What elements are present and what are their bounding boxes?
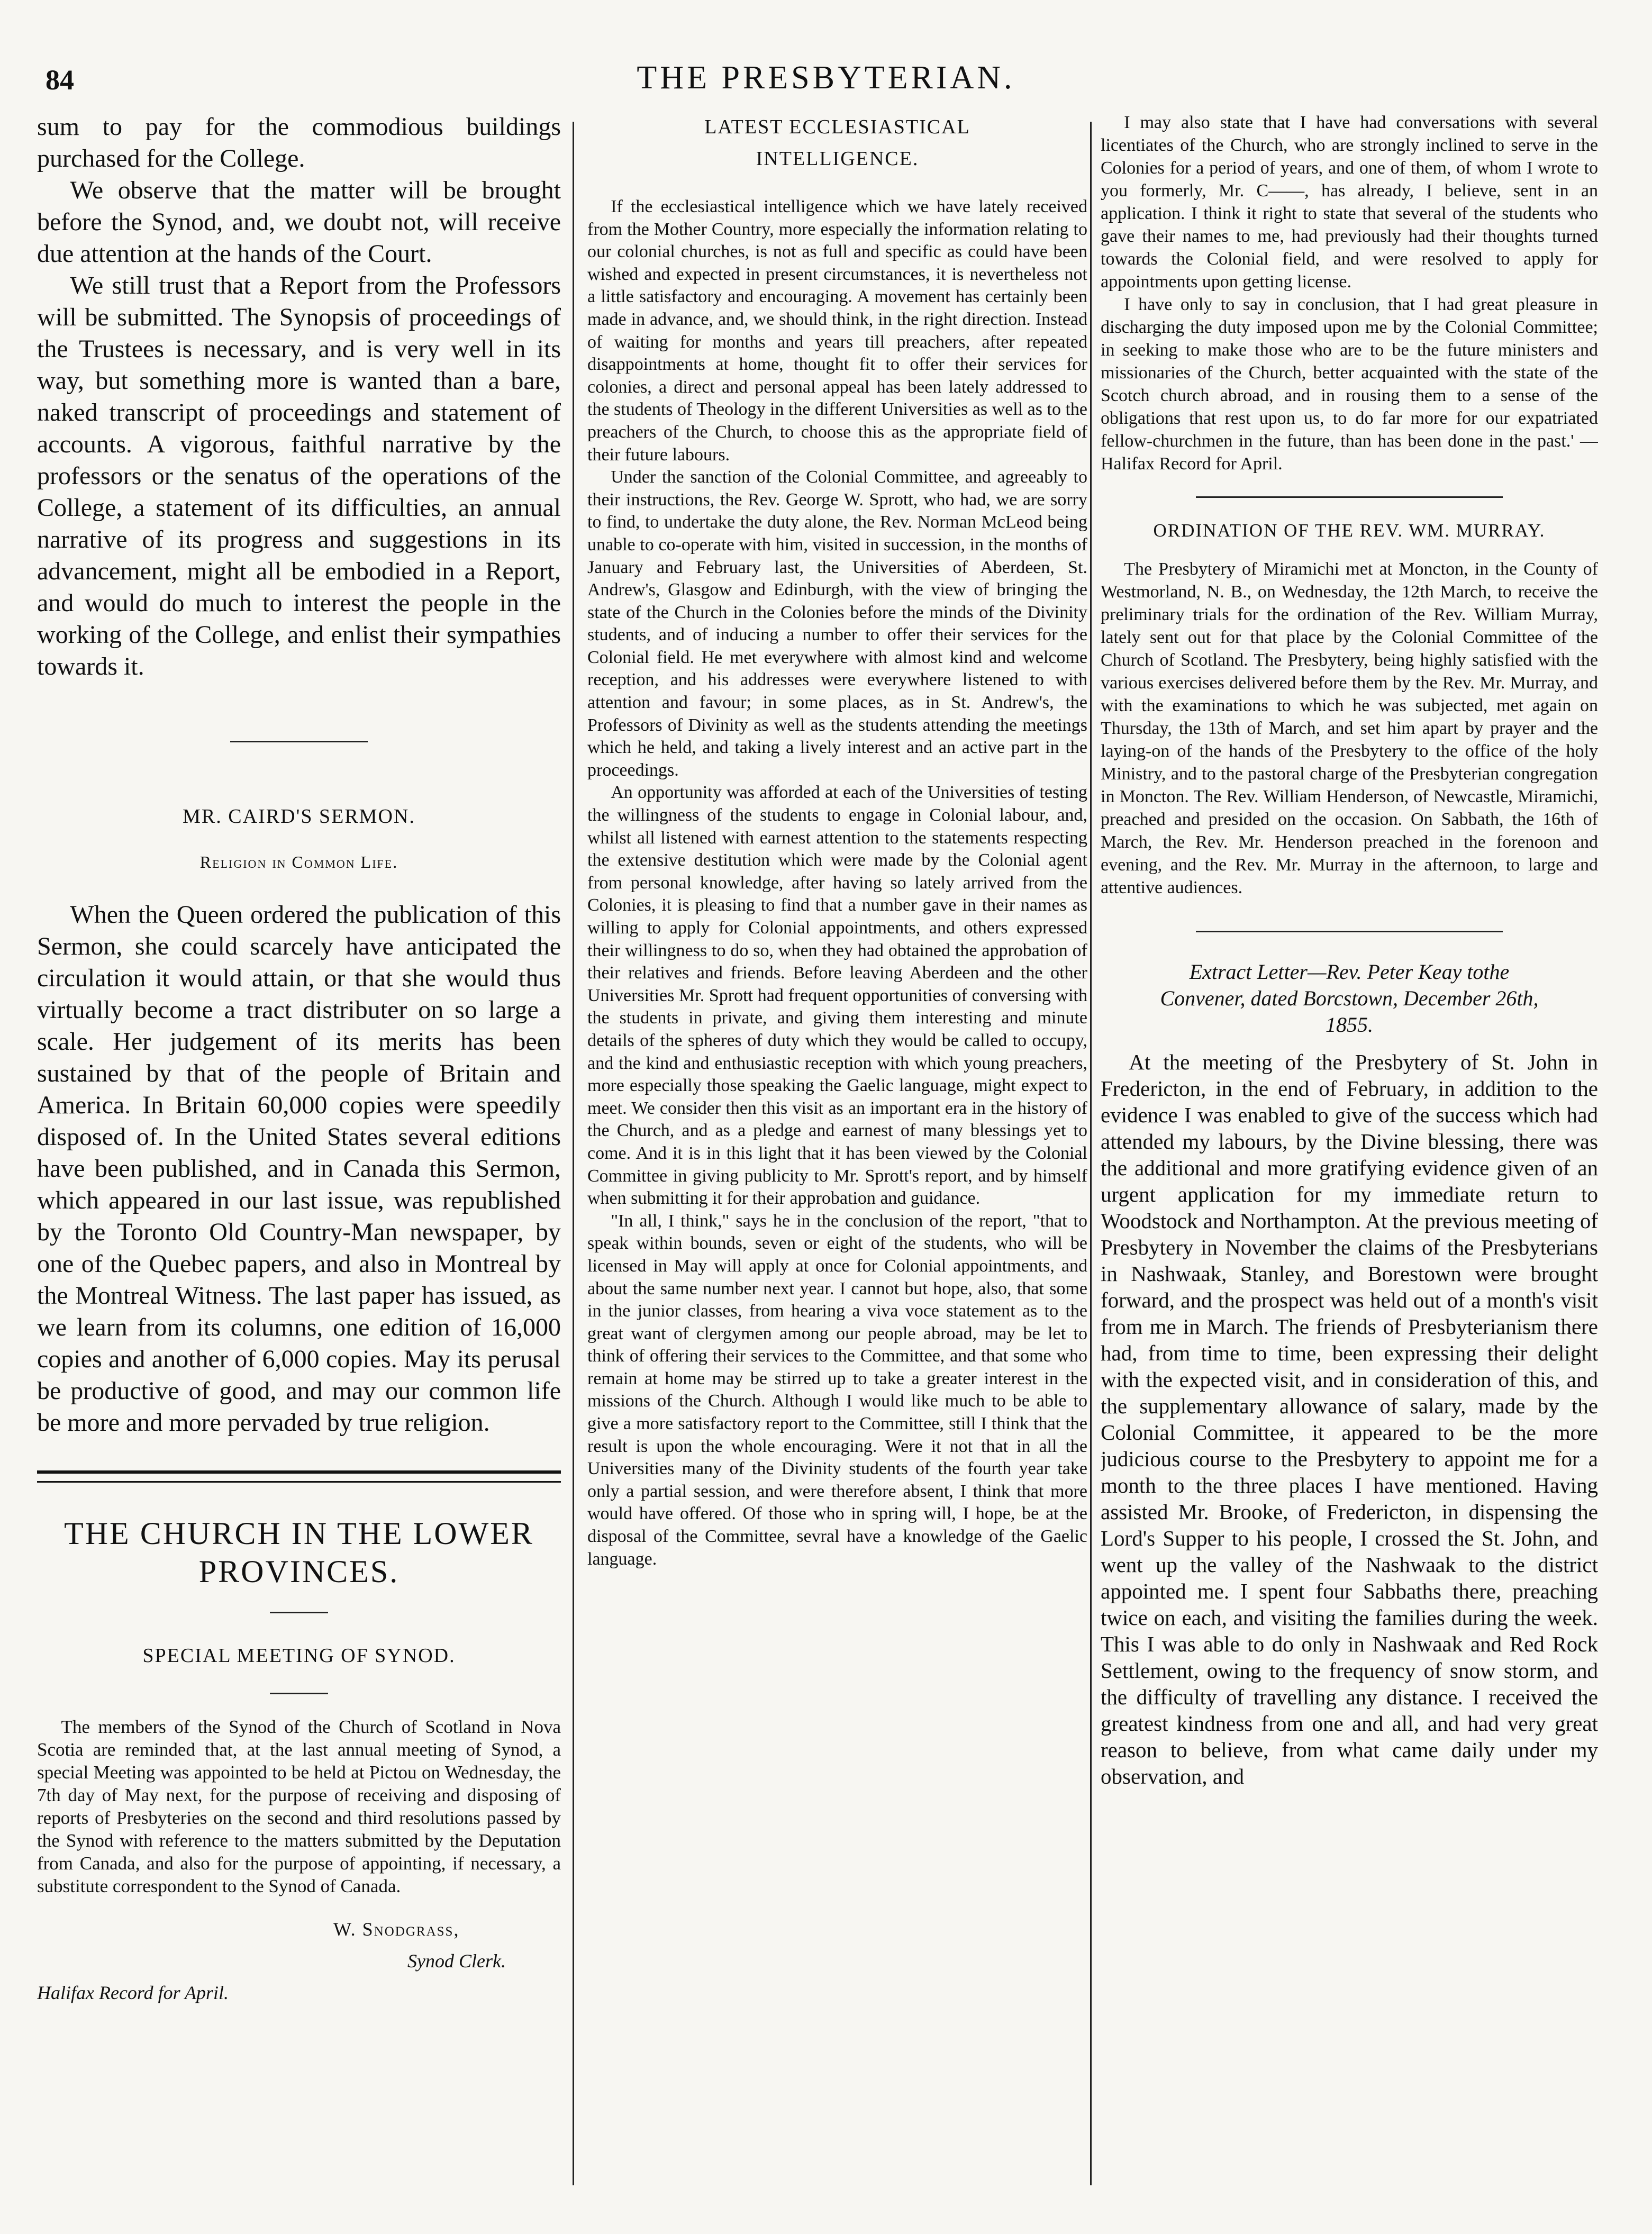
special-meeting-text: The members of the Synod of the Church of Scotland in Nova Scotia are reminded that, at the last annual meeting of Synod, a special Meeting was appointed to be held at Pictou on Wednesday, the 7th day of May next, for the purpose of receiving and disposing of reports of Presbyteries on the second and third resolutions passed by the Synod with reference to the matters submitted by the Deputation from Canada, and also for the purpose of appointing, if necessary, a substitute correspondent to the Synod of Canada. [37, 1717, 561, 1896]
ordination-text: The Presbytery of Miramichi met at Moncton, in the County of Westmorland, N. B., on Wednesday, the 12th March, to receive the preliminary trials for the ordination of the Rev. William Murray, lately sent out for that place by the Colonial Committee of the Church of Scotland. The Presbytery, being highly satisfied with the various exercises delivered before them by the Rev. Mr. Murray, and with the examinations to which he was subjected, met again on Thursday, the 13th of March, and set him apart by prayer and the laying-on of the hands of the Presbytery to the office of the holy Ministry, and to the pastoral charge of the Presbyterian congregation in Moncton. The Rev. William Henderson, of Newcastle, Miramichi, preached and presided on the occasion. On Sabbath, the 16th of March, the Rev. Mr. Henderson preached in the forenoon and evening, and the Rev. Mr. Murray in the afternoon, to large and attentive audiences. [1101, 559, 1598, 897]
church-lower-provinces-title-1: THE CHURCH IN THE LOWER [64, 1516, 534, 1551]
ecclesiastical-paragraph-3: An opportunity was afforded at each of the Universities of testing the willingness of the students to engage in Colonial labour, and, whilst all listened with earnest attention to the statements respecting the extensive destitution which were made by the Colonial agent from personal knowledge, after having so lately arrived from the Colonies, it is pleasing to find that a number gave in their names as willing to apply for Colonial appointments, and others expressed their willingness to do so, when they had obtained the approbation of their relatives and friends. Before leaving Aberdeen and the other Universities Mr. Sprott had frequent opportunities of conversing with the students in private, and giving them interesting and minute details of the spheres of duty which they would be called to occupy, and the kind and enthusiastic reception with which young preachers, more especially those speaking the Gaelic language, might expect to meet. We consider then this visit as an important era in the history of the Church, and as a pledge and earnest of many blessings yet to come. And it is in this light that it has been viewed by the Colonial Committee in giving publicity to Mr. Sprott's report, and by himself when submitting it for their approbation and guidance. [587, 783, 1087, 1209]
extract-text: At the meeting of the Presbytery of St. John in Fredericton, in the end of February, in addition to the evidence I was enabled to give of the success which had attended my labours, by the Divine blessing, there was the additional and more gratifying evidence given of an urgent application for my immediate return to Woodstock and Northampton. At the previous meeting of Presbytery in November the claims of the Presbyterians in Nashwaak, Stanley, and Borestown were brought forward, and the prospect was held out of a month's visit from me in March. The friends of Presbyterianism there had, from time to time, been expressing their delight with the expected visit, and in consideration of this, and the supplementary allowance of salary, made by the Colonial Committee, it appeared to be the more judicious course to the Presbytery to appoint me for a month to the three places I have mentioned. Having assisted Mr. Brooke, of Fredericton, in dispensing the Lord's Supper to his people, I crossed the St. John, and went up the valley of the Nashwaak to the district appointed me. I spent four Sabbaths there, preaching twice on each, and visiting the families during the week. This I was able to do only in Nashwaak and Red Rock Settlement, owing to the frequency of snow storm, and the difficulty of travelling any distance. I received the greatest kindness from one and all, and had very great reason to believe, from what came daily under my observation, and [1101, 1050, 1598, 1788]
caird-sermon-subtitle: Religion in Common Life. [199, 852, 398, 871]
running-head: THE PRESBYTERIAN. [637, 60, 1015, 96]
caird-sermon-title: MR. CAIRD'S SERMON. [183, 805, 415, 828]
column-middle [587, 111, 1087, 2206]
page-number: 84 [46, 64, 74, 96]
ecclesiastical-title-1: LATEST ECCLESIASTICAL [704, 116, 970, 138]
column-left [37, 111, 561, 2228]
church-lower-provinces-title-2: PROVINCES. [198, 1554, 400, 1589]
letter-paragraph-1: I may also state that I have had conversations with several licentiates of the Church, who are strongly inclined to serve in the Colonies for a period of years, and one of them, of whom I wrote to you formerly, Mr. C——, has already, I believe, sent in an application. I think it right to state that several of the students who gave their names to me, had previously had their thoughts turned towards the Colonial field, and were resolved to apply for appointments upon getting license. [1101, 113, 1598, 292]
ecclesiastical-paragraph-2: Under the sanction of the Colonial Committee, and agreeably to their instructions, the Rev. George W. Sprott, who had, we are sorry to find, to undertake the duty alone, the Rev. Norman McLeod being unable to co-operate with him, visited in succession, in the months of January and February last, the Universities of Aberdeen, St. Andrew's, Glasgow and Edinburgh, with the view of bringing the state of the Church in the Colonies before the minds of the Divinity students, and of inducing a number to offer their services for the Colonial field. He met everywhere with almost kind and welcome reception, and his addresses were everywhere listened to with attention and favour; in some places, as in St. Andrew's, the Professors of Divinity as well as the students attending the meetings which he held, and taking a lively interest and an active part in the proceedings. [587, 467, 1087, 780]
signature-title: Synod Clerk. [407, 1950, 506, 1972]
section-double-rule [37, 1470, 561, 1483]
extract-title-3: 1855. [1326, 1013, 1373, 1037]
caird-sermon-text: When the Queen ordered the publication of this Sermon, she could scarcely have anticipated the circulation it would attain, or that she would thus virtually become a tract distributer on so large a scale. Her judgement of its merits has been sustained by that of the people of Britain and America. In Britain 60,000 copies were speedily disposed of. In the United States several editions have been published, and in Canada this Sermon, which appeared in our last issue, was republished by the Toronto Old Country-Man newspaper, by one of the Quebec papers, and also in Montreal by the Montreal Witness. The last paper has issued, as we learn from its columns, one edition of 16,000 copies and another of 6,000 copies. May its perusal be productive of good, and may our common life be more and more pervaded by true religion. [37, 901, 561, 1437]
column-rule-2 [1090, 122, 1092, 2185]
column-rule-1 [573, 122, 574, 2185]
ecclesiastical-title-2: INTELLIGENCE. [756, 148, 919, 170]
college-paragraph-1: sum to pay for the commodious buildings purchased for the College. [37, 113, 561, 172]
college-paragraph-2: We observe that the matter will be brought before the Synod, and, we doubt not, will receive due attention at the hands of the Court. [37, 176, 561, 268]
ecclesiastical-paragraph-1: If the ecclesiastical intelligence which we have lately received from the Mother Country, more especially the information relating to our colonial churches, is not as full and specific as could have been wished and expected in present circumstances, it is nevertheless not a little satisfactory and encouraging. A movement has certainly been made in advance, and, we should think, in the right direction. Instead of waiting for months and years till preachers, after repeated disappointments at home, thought fit to offer their services for colonies, a direct and personal appeal has been lately addressed to the students of Theology in the different Universities as well as to the preachers of the Church, to choose this as the appropriate field of their future labours. [587, 197, 1087, 465]
ordination-title: ORDINATION OF THE REV. WM. MURRAY. [1153, 520, 1546, 541]
source-note: Halifax Record for April. [37, 1982, 229, 2003]
college-paragraph-3: We still trust that a Report from the Professors will be submitted. The Synopsis of proceedings of the Trustees is necessary, and is very well in its way, but something more is wanted than a bare, naked transcript of proceedings and statement of accounts. A vigorous, faithful narrative by the professors or the senatus of the operations of the College, a statement of its difficulties, an annual narrative of its progress and suggestions in its advancement, might all be embodied in a Report, and would do much to interest the people in the working of the College, and enlist their sympathies towards it. [37, 271, 561, 680]
special-meeting-title: SPECIAL MEETING OF SYNOD. [142, 1645, 456, 1667]
extract-title-2: Convener, dated Borcstown, December 26th, [1160, 986, 1539, 1010]
signature-name: W. Snodgrass, [333, 1919, 460, 1940]
extract-title-1: Extract Letter—Rev. Peter Keay tothe [1189, 960, 1510, 984]
letter-paragraph-2: I have only to say in conclusion, that I had great pleasure in discharging the duty imposed upon me by the Colonial Committee; in seeking to make those who are to be the future ministers and missionaries of the Church, better acquainted with the state of the Scotch church abroad, and in rousing them to a sense of the obligations that rest upon us, to do far more for our expatriated fellow-churchmen in the future, than has been done in the past.' —Halifax Record for April. [1101, 295, 1598, 474]
ecclesiastical-paragraph-4: "In all, I think," says he in the conclusion of the report, "that to speak within bounds, seven or eight of the students, who will be licensed in May will apply at once for Colonial appointments, and about the same number next year. I cannot but hope, also, that some in the junior classes, from hearing a viva voce statement as to the great want of clergymen among our people abroad, may be let to think of offering their services to the Committee, and that some who remain at home may be stirred up to take a greater interest in the missions of the Church. Although I would like much to be able to give a more satisfactory report to the Committee, still I think that the result is upon the whole encouraging. Were it not that in all the Universities many of the Divinity students of the fourth year take only a partial session, and were therefore absent, I think that more would have offered. Of those who in spring will, I hope, be at the disposal of the Committee, sevral have a knowledge of the Gaelic language. [587, 1211, 1087, 1569]
column-right [1101, 111, 1598, 2206]
